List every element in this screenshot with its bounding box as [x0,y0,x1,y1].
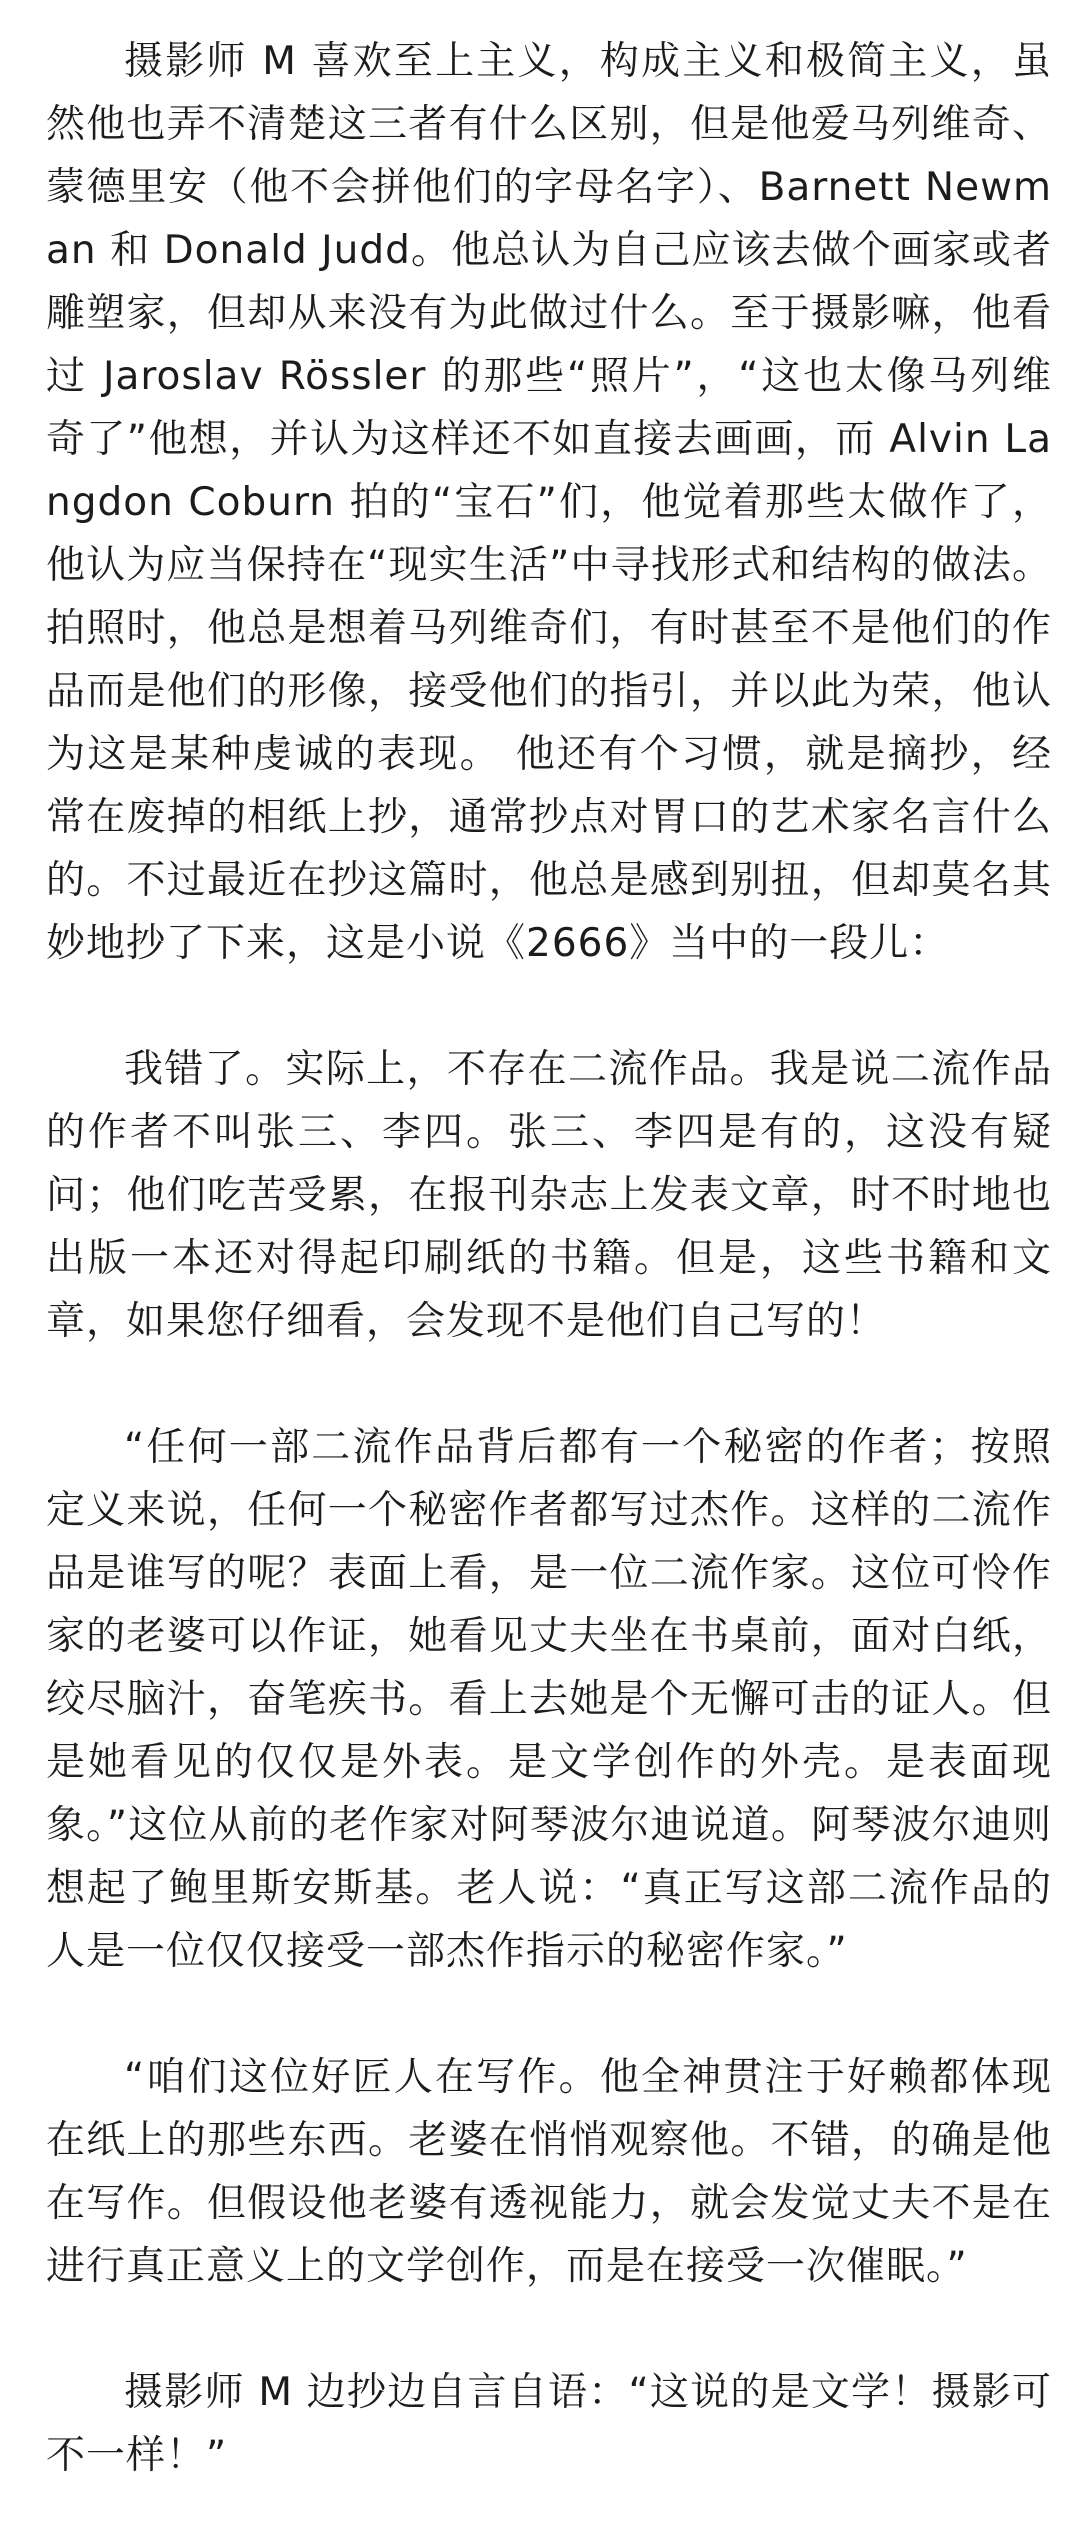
paragraph-quote-3: “咱们这位好匠人在写作。他全神贯注于好赖都体现在纸上的那些东西。老婆在悄悄观察他。不错，的确是他在写作。但假设他老婆有透视能力，就会发觉丈夫不是在进行真正意义上的文学创作，而是在接受一次催眠。” [46,2055,1052,2289]
paragraph-spacer [46,2298,1052,2361]
paragraph-quote-1: 我错了。实际上，不存在二流作品。我是说二流作品的作者不叫张三、李四。张三、李四是有的，这没有疑问；他们吃苦受累，在报刊杂志上发表文章，时不时地也出版一本还对得起印刷纸的书籍。但是，这些书籍和文章，如果您仔细看，会发现不是他们自己写的！ [46,1047,1052,1344]
paragraph-closing: 摄影师 M 边抄边自言自语：“这说的是文学！摄影可不一样！” [46,2370,1052,2478]
paragraph-spacer [46,1353,1052,1416]
paragraph-intro: 摄影师 M 喜欢至上主义，构成主义和极简主义，虽然他也弄不清楚这三者有什么区别，但是他爱马列维奇、蒙德里安（他不会拼他们的字母名字）、Barnett Newman 和 Donald Judd。他总认为自己应该去做个画家或者雕塑家，但却从来没有为此做过什么。至于摄影嘛，他看过 Jaroslav Rössler 的那些“照片”，“这也太像马列维奇了”他想，并认为这样还不如直接去画画，而 Alvin Langdon Coburn 拍的“宝石”们，他觉着那些太做作了，他认为应当保持在“现实生活”中寻找形式和结构的做法。拍照时，他总是想着马列维奇们，有时甚至不是他们的作品而是他们的形像，接受他们的指引，并以此为荣，他认为这是某种虔诚的表现。 他还有个习惯，就是摘抄，经常在废掉的相纸上抄，通常抄点对胃口的艺术家名言什么的。不过最近在抄这篇时，他总是感到别扭，但却莫名其妙地抄了下来，这是小说《2666》当中的一段儿： [46,39,1052,966]
paragraph-quote-2: “任何一部二流作品背后都有一个秘密的作者；按照定义来说，任何一个秘密作者都写过杰作。这样的二流作品是谁写的呢？表面上看，是一位二流作家。这位可怜作家的老婆可以作证，她看见丈夫坐在书桌前，面对白纸，绞尽脑汁，奋笔疾书。看上去她是个无懈可击的证人。但是她看见的仅仅是外表。是文学创作的外壳。是表面现象。”这位从前的老作家对阿琴波尔迪说道。阿琴波尔迪则想起了鲍里斯安斯基。老人说：“真正写这部二流作品的人是一位仅仅接受一部杰作指示的秘密作家。” [46,1425,1052,1974]
paragraph-spacer [46,975,1052,1038]
paragraph-spacer [46,1983,1052,2046]
